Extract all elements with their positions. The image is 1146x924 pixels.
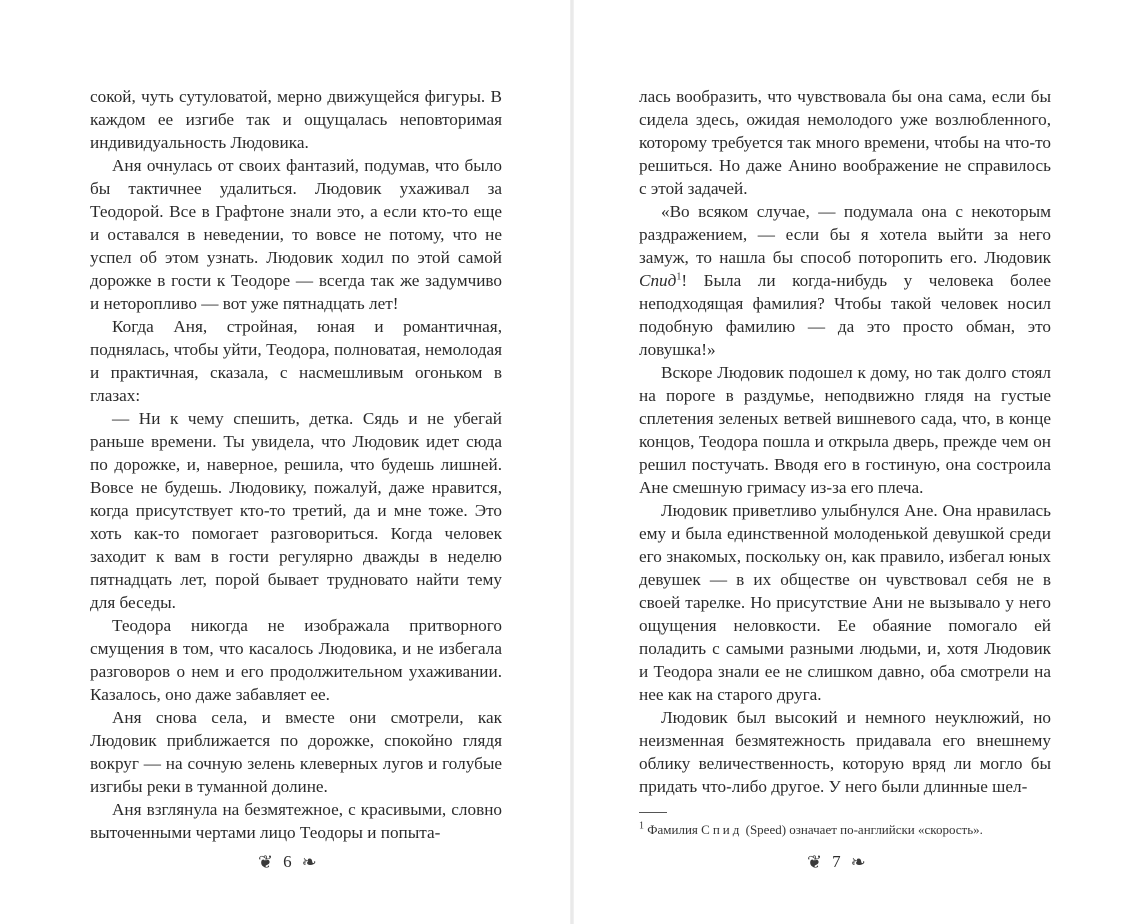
left-folio [258, 850, 317, 874]
right-folio [807, 850, 866, 874]
paragraph: лась вообразить, что чувствовала бы она сама, если бы сидела здесь, ожидая немолодого уже возлюбленного, которому требуется так много времени, чтобы на что-то решиться. Но даже Анино воображение не справилось с этой задачей. [639, 87, 1051, 198]
book-gutter [570, 0, 574, 924]
footnote-text: Фамилия [644, 822, 702, 837]
paragraph [639, 200, 1051, 361]
ornament-right-icon: ❧ [301, 851, 317, 873]
page-number: 6 [283, 852, 292, 871]
left-page [90, 80, 502, 844]
ornament-left-icon: ❦ [807, 851, 823, 873]
footnote-text: (Speed) означает по-английски «скорость». [742, 822, 983, 837]
paragraph: — Ни к чему спешить, детка. Сядь и не убегай раньше времени. Ты увидела, что Людовик идет сюда по дорожке, и, наверное, решила, что будешь лишней. Вовсе не будешь. Людовику, пожалуй, даже нравится, когда присутствует кто-то третий, да и мне тоже. Это хоть как-то помогает разговориться. Когда человек заходит к вам в гости регулярно дважды в неделю пятнадцать лет, порой бывает трудновато найти тему для беседы. [90, 409, 502, 612]
paragraph: сокой, чуть сутуловатой, мерно движущейся фигуры. В каждом ее изгибе так и ощущалась неповторимая индивидуальность Людовика. [90, 87, 502, 152]
ornament-left-icon: ❦ [258, 851, 274, 873]
footnote-number: 1 [639, 820, 644, 832]
paragraph: Аня взглянула на безмятежное, с красивыми, словно выточенными чертами лицо Теодоры и попыта- [90, 800, 502, 842]
surname-italic: Спид [639, 271, 677, 290]
page-number: 7 [832, 852, 841, 871]
ornament-right-icon: ❧ [850, 851, 866, 873]
paragraph-text: «Во всяком случае, — подумала она с некоторым раздражением, — если бы я хотела выйти за него замуж, то нашла бы способ поторопить его. Людовик [639, 202, 1051, 267]
paragraph: Вскоре Людовик подошел к дому, но так долго стоял на пороге в раздумье, неподвижно глядя на густые сплетения зеленых ветвей вишневого сада, что, в конце концов, Теодора пошла и открыла дверь, прежде чем он решил постучать. Вводя его в гостиную, она состроила Ане смешную гримасу из-за его плеча. [639, 363, 1051, 497]
paragraph-text: ! Была ли когда-нибудь у человека более неподходящая фамилия? Чтобы такой человек носил подобную фамилию — да это просто обман, это ловушка!» [639, 271, 1051, 359]
paragraph: Когда Аня, стройная, юная и романтичная, поднялась, чтобы уйти, Теодора, полноватая, немолодая и практичная, сказала, с насмешливым огоньком в глазах: [90, 317, 502, 405]
footnote-marker: 1 [676, 271, 682, 283]
paragraph: Аня очнулась от своих фантазий, подумав, что было бы тактичнее удалиться. Людовик ухаживал за Теодорой. Все в Графтоне знали это, а если кто-то еще и оставался в неведении, то вовсе не потому, что не успел об этом узнать. Людовик ходил по этой самой дорожке в гости к Теодоре — всегда так же задумчиво и неторопливо — вот уже пятнадцать лет! [90, 156, 502, 313]
paragraph: Теодора никогда не изображала притворного смущения в том, что касалось Людовика, и не избегала разговоров о нем и его продолжительном ухаживании. Казалось, оно даже забавляет ее. [90, 616, 502, 704]
paragraph: Людовик был высокий и немного неуклюжий, но неизменная безмятежность придавала его внешнему облику величественность, которую вряд ли могло бы придать что-либо другое. У него были длинные шел- [639, 708, 1051, 796]
footnote-rule [639, 812, 667, 813]
footnote [639, 821, 1051, 839]
right-page [639, 80, 1051, 839]
footnote-surname: Спид [701, 822, 743, 837]
paragraph: Аня снова села, и вместе они смотрели, как Людовик приближается по дорожке, спокойно глядя вокруг — на сочную зелень клеверных лугов и голубые изгибы реки в туманной долине. [90, 708, 502, 796]
paragraph: Людовик приветливо улыбнулся Ане. Она нравилась ему и была единственной молоденькой девушкой среди его знакомых, поскольку он, как правило, избегал юных девушек — в их обществе он чувствовал себя не в своей тарелке. Но присутствие Ани не вызывало у него ощущения неловкости. Ее обаяние помогало ей поладить с самыми разными людьми, и, хотя Людовик и Теодора знали ее не слишком давно, оба смотрели на нее как на старого друга. [639, 501, 1051, 704]
